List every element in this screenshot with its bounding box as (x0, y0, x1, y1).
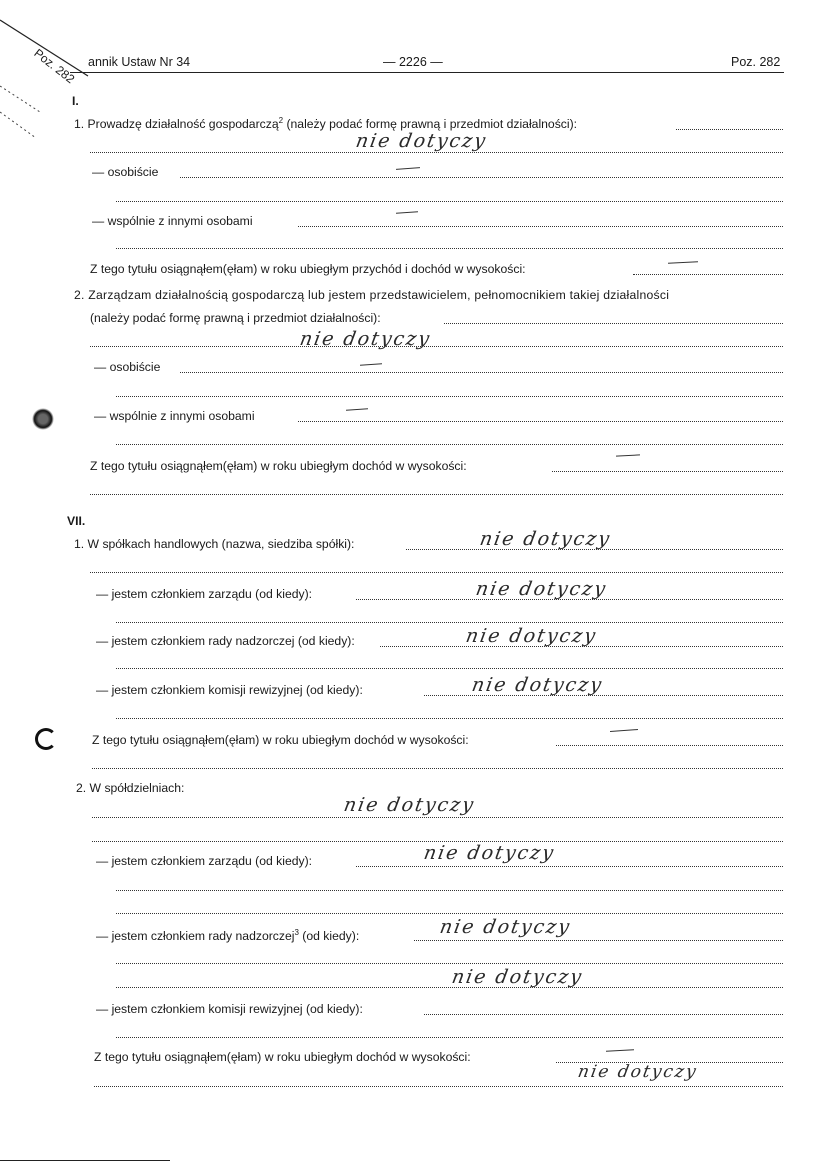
supervisory-suffix: (od kiedy): (298, 929, 360, 944)
handwritten-dash (396, 211, 418, 214)
handwritten-answer: nie dotyczy (478, 528, 613, 550)
fill-line (94, 1086, 783, 1087)
handwritten-dash (396, 167, 420, 170)
handwritten-dash (346, 408, 368, 411)
fill-line (552, 471, 783, 472)
fill-line (298, 226, 783, 227)
income-label: Z tego tytułu osiągnąłem(ęłam) w roku ubiegłym dochód w wysokości: (90, 459, 467, 473)
handwritten-answer: nie dotyczy (464, 625, 599, 647)
punch-hole-mark (32, 408, 54, 430)
fill-line (180, 177, 783, 178)
handwritten-answer: nie dotyczy (342, 794, 477, 816)
item-text-suffix: (należy podać formę prawną i przedmiot działalności): (283, 117, 578, 132)
item-text: 1. Prowadzę działalność gospodarczą (74, 117, 279, 132)
footnote-ref: 3 (294, 928, 299, 937)
fill-line (90, 494, 783, 495)
item-label: 2. Zarządzam działalnością gospodarczą lub jestem przedstawicielem, pełnomocnikiem takiej działalności (74, 288, 670, 302)
fill-line (90, 346, 783, 347)
item-label (74, 116, 577, 131)
fill-line (424, 1014, 783, 1015)
footnote-ref: 2 (278, 116, 284, 125)
handwritten-answer: nie dotyczy (438, 916, 573, 938)
fill-line (116, 987, 783, 988)
fill-line (116, 668, 783, 669)
fill-line (356, 866, 783, 867)
handwritten-answer: nie dotyczy (422, 842, 557, 864)
handwritten-answer: nie dotyczy (576, 1062, 700, 1082)
personally-label: — osobiście (92, 165, 159, 179)
fill-line (116, 444, 783, 445)
item-label-cont: (należy podać formę prawną i przedmiot działalności): (90, 311, 381, 325)
journal-title: annik Ustaw Nr 34 (88, 55, 191, 69)
audit-label: — jestem członkiem komisji rewizyjnej (od kiedy): (96, 683, 363, 697)
fill-line (116, 248, 783, 249)
board-label: — jestem członkiem zarządu (od kiedy): (96, 854, 313, 868)
handwritten-dash (616, 454, 640, 456)
personally-label: — osobiście (94, 360, 161, 374)
fill-line (116, 201, 783, 202)
corner-stamp: Poz. 282 (31, 46, 78, 87)
fill-line (180, 372, 783, 373)
income-label: Z tego tytułu osiągnąłem(ęłam) w roku ubiegłym dochód w wysokości: (92, 733, 469, 747)
fill-line (116, 913, 783, 914)
fill-line (116, 1037, 783, 1038)
fill-line (633, 274, 783, 275)
section-label: I. (72, 94, 79, 108)
income-label: Z tego tytułu osiągnąłem(ęłam) w roku ubiegłym dochód w wysokości: (94, 1050, 471, 1064)
section-label: VII. (67, 514, 86, 528)
fill-line (116, 890, 783, 891)
supervisory-label: — jestem członkiem rady nadzorczej (od kiedy): (96, 634, 355, 648)
fill-line (116, 622, 783, 623)
fill-line (92, 768, 783, 769)
audit-label: — jestem członkiem komisji rewizyjnej (od kiedy): (96, 1002, 363, 1016)
board-label: — jestem członkiem zarządu (od kiedy): (96, 587, 313, 601)
handwritten-answer: nie dotyczy (354, 130, 489, 152)
item-label: 1. W spółkach handlowych (nazwa, siedziba spółki): (74, 537, 355, 551)
supervisory-label (96, 928, 359, 943)
fill-line (116, 963, 783, 964)
fill-line (298, 421, 783, 422)
punch-hole-mark (35, 728, 57, 750)
fill-line (116, 396, 783, 397)
handwritten-answer: nie dotyczy (474, 578, 609, 600)
jointly-label: — wspólnie z innymi osobami (94, 409, 255, 423)
fill-line (414, 940, 783, 941)
handwritten-dash (610, 729, 638, 732)
fill-line (92, 817, 783, 818)
handwritten-dash (360, 363, 382, 366)
handwritten-dash (668, 261, 698, 264)
fill-line (116, 718, 783, 719)
income-label: Z tego tytułu osiągnąłem(ęłam) w roku ubiegłym przychód i dochód w wysokości: (90, 262, 526, 276)
fill-line (444, 323, 783, 324)
handwritten-answer: nie dotyczy (470, 674, 605, 696)
supervisory-text: — jestem członkiem rady nadzorczej (96, 929, 295, 944)
handwritten-answer: nie dotyczy (450, 966, 585, 988)
fill-line (90, 152, 783, 153)
fill-line (676, 129, 783, 130)
scan-edge-line (0, 1160, 170, 1161)
header-rule (70, 72, 784, 73)
page-number: — 2226 — (383, 55, 443, 69)
handwritten-answer: nie dotyczy (298, 328, 433, 350)
item-label: 2. W spółdzielniach: (76, 781, 185, 795)
position-number: Poz. 282 (731, 55, 781, 69)
handwritten-dash (606, 1049, 634, 1051)
fill-line (90, 572, 783, 573)
jointly-label: — wspólnie z innymi osobami (92, 214, 253, 228)
fill-line (556, 745, 783, 746)
